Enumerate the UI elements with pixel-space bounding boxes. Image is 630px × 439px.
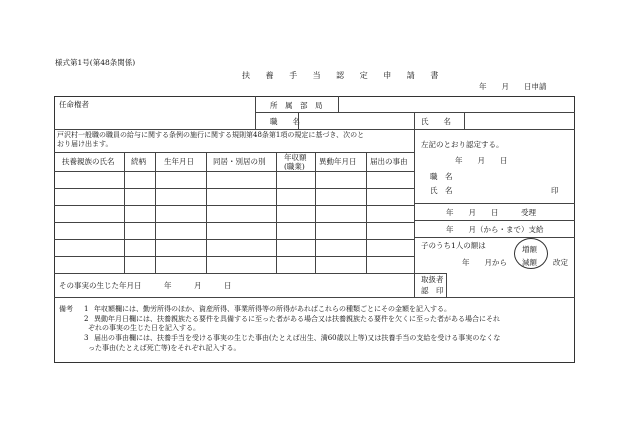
certifier-name-label: 氏 名 (430, 186, 453, 195)
divider (414, 203, 575, 204)
notes-heading: 備考 (59, 305, 73, 313)
fact-date-label: その事実の生じた年月日 年 月 日 (59, 281, 232, 290)
intro-text-line-2: おり届け出ます。 (57, 140, 113, 148)
divider (54, 222, 414, 223)
appointer-label: 任命権者 (59, 100, 89, 109)
seal-mark: 印 (551, 186, 559, 195)
note-3-number: 3 (84, 334, 89, 342)
page-title: 扶 養 手 当 認 定 申 請 書 (242, 71, 445, 80)
divider (298, 112, 299, 129)
column-reason: 届出の事由 (370, 157, 408, 166)
received-date[interactable]: 年 月 日 受理 (446, 208, 536, 217)
column-dependent-name: 扶養親族の氏名 (62, 157, 115, 166)
revision-from[interactable]: 年 月から (462, 258, 507, 267)
payment-period[interactable]: 年 月（から・まで）支給 (446, 225, 544, 234)
note-2-line-2: ぞれの事実の生じた日を記入する。 (88, 324, 200, 332)
column-living-status: 同居・別居の別 (213, 157, 266, 166)
intro-text-line-1: 戸沢村一般職の職員の給与に関する条例の施行に関する規則第48条第1項の規定に基づき、次のと (57, 131, 365, 139)
column-occupation: (職業) (284, 162, 305, 171)
divider (338, 96, 339, 112)
note-2-line-1: 異動年月日欄には、扶養親族たる要件を具備するに至った者がある場合又は扶養親族たる要件を欠くに至った者がある場合にそれ (94, 315, 500, 323)
column-relation: 続柄 (131, 157, 146, 166)
certifier-position-label: 職 名 (430, 172, 453, 181)
divider (366, 152, 367, 273)
note-3-line-1: 届出の事由欄には、扶養手当を受ける事実の生じた事由(たとえば出生、満60歳以上等)又は扶養手当の支給を受ける事実のなくな (94, 334, 501, 342)
divider (54, 273, 446, 274)
divider (255, 112, 575, 113)
divider (124, 152, 125, 273)
column-birth-date: 生年月日 (164, 157, 194, 166)
divider (54, 188, 414, 189)
divider (315, 152, 316, 273)
divider (464, 112, 465, 129)
divider (414, 237, 575, 238)
divider (54, 152, 414, 153)
divider (414, 112, 415, 129)
divider (206, 152, 207, 273)
handler-label: 取扱者 (421, 275, 444, 284)
divider (54, 256, 414, 257)
divider (155, 152, 156, 273)
divider (414, 129, 415, 297)
note-1: 年収額欄には、勤労所得のほか、資産所得、事業所得等の所得があればこれらの種類ごとにその金額を記入する。 (94, 305, 451, 313)
divider (54, 129, 575, 130)
divider (54, 171, 414, 172)
note-2-number: 2 (84, 315, 89, 323)
increase-option[interactable]: 増額 (522, 245, 537, 254)
note-3-line-2: った事由(たとえば死亡等)をそれぞれ記入する。 (88, 344, 241, 352)
divider (54, 239, 414, 240)
column-change-date: 異動年月日 (319, 157, 357, 166)
divider (54, 205, 414, 206)
name-label: 氏 名 (421, 117, 451, 126)
position-label: 職 名 (270, 117, 300, 126)
monthly-amount-label: 子のうち1人の額は (421, 241, 486, 250)
application-date[interactable]: 年 月 日申請 (479, 82, 547, 91)
note-1-number: 1 (84, 305, 89, 313)
form-reference: 様式第1号(第48条関係) (55, 58, 136, 67)
handler-seal-label: 認 印 (421, 286, 444, 295)
divider (276, 152, 277, 273)
affiliation-label: 所 属 部 局 (270, 101, 323, 110)
decrease-option[interactable]: 減額 (522, 258, 537, 267)
certification-date[interactable]: 年 月 日 (455, 156, 508, 165)
divider (54, 297, 575, 298)
column-income: 年収額 (284, 153, 307, 162)
revision-label: 改定 (553, 258, 568, 267)
divider (414, 220, 575, 221)
certify-text: 左記のとおり認定する。 (421, 140, 504, 149)
divider (446, 273, 447, 297)
